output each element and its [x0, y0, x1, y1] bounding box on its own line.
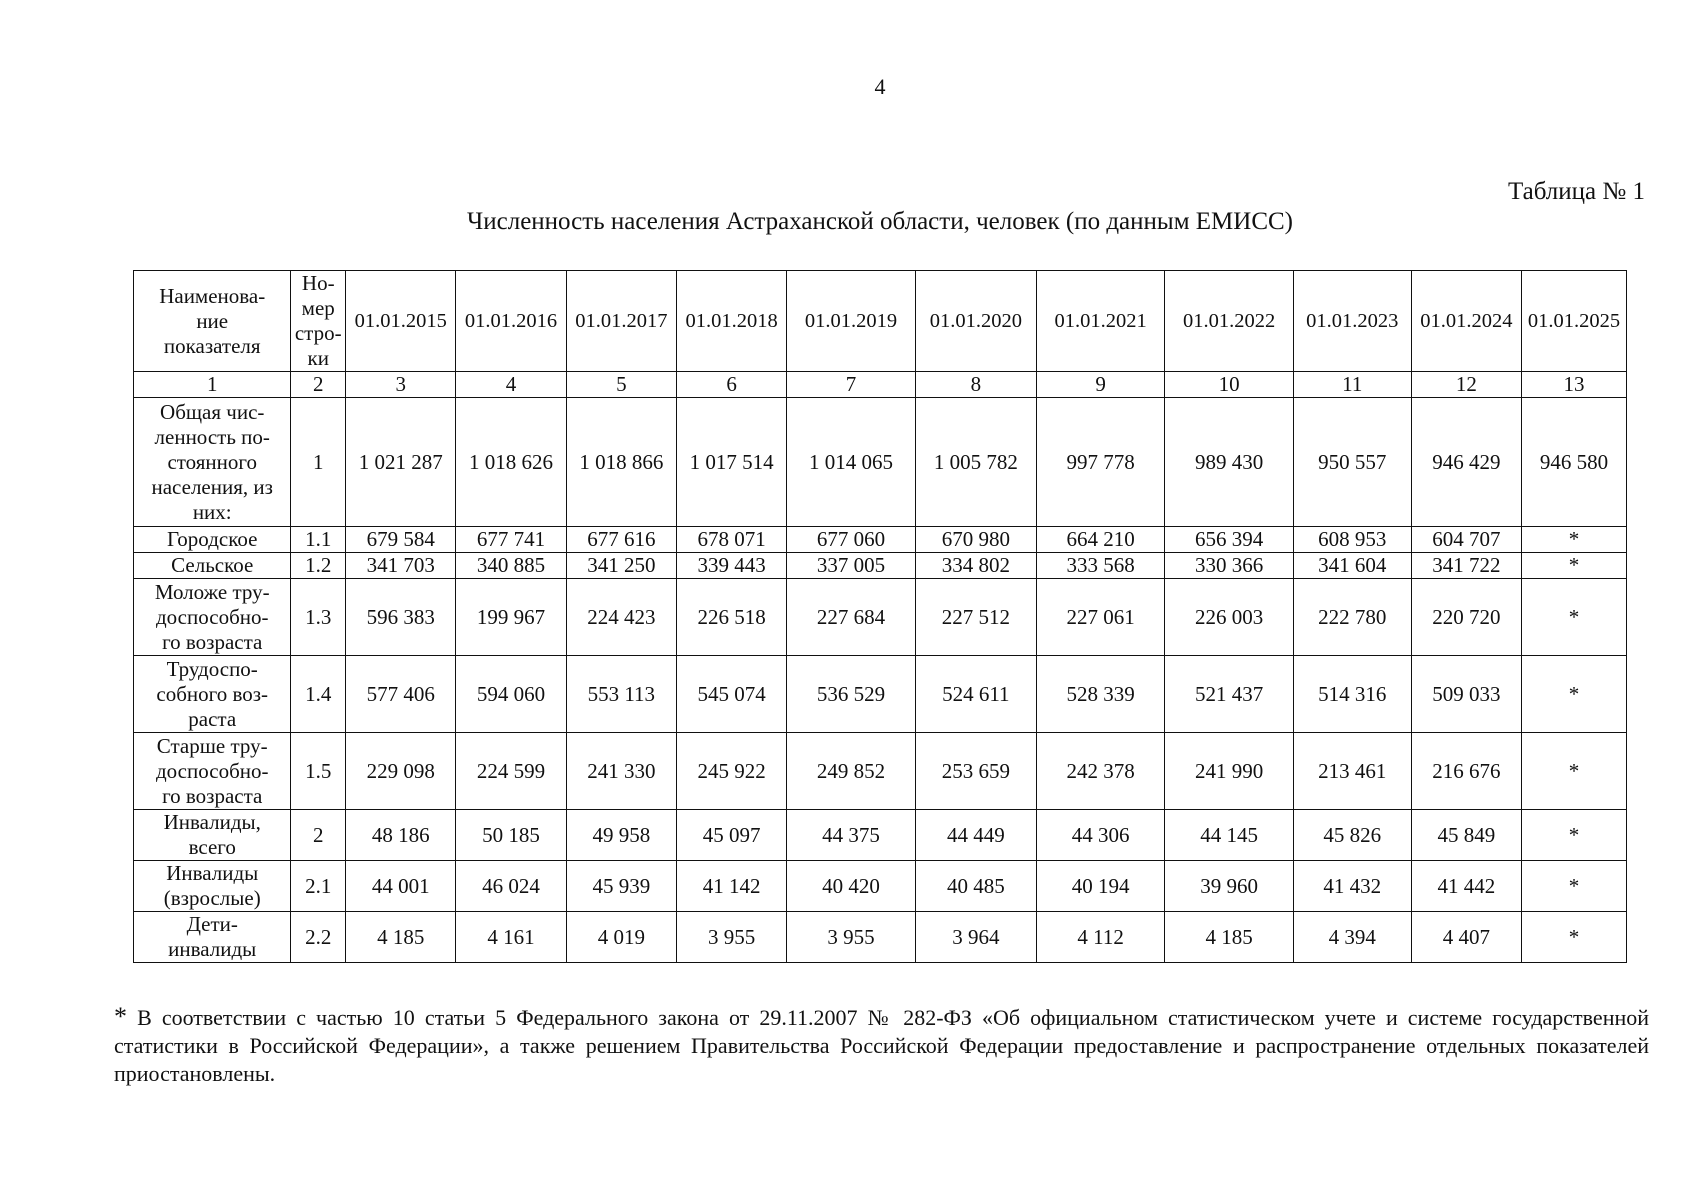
value-cell: 45 826: [1293, 810, 1411, 861]
value-cell: 509 033: [1411, 656, 1521, 733]
header-date: 01.01.2020: [915, 271, 1036, 372]
row-number: 1: [291, 398, 346, 527]
row-number: 2.2: [291, 912, 346, 963]
header-name-col-line: показателя: [163, 333, 261, 358]
column-number: 8: [915, 372, 1036, 398]
value-cell: 216 676: [1411, 733, 1521, 810]
row-number: 1.2: [291, 553, 346, 579]
footnote-text: В соответствии с частью 10 статьи 5 Федерального закона от 29.11.2007 № 282-ФЗ «Об официальном статистическом учете и системе государственной статистики в Российской Федерации», а также решением Правительства Российской Федерации предоставление и распространение отдельных показателей приостановлены.: [114, 1005, 1650, 1086]
table-row: [134, 553, 1627, 579]
value-cell: 253 659: [915, 733, 1036, 810]
column-number: 5: [566, 372, 676, 398]
value-cell: *: [1521, 733, 1626, 810]
header-date: 01.01.2024: [1411, 271, 1521, 372]
value-cell: *: [1521, 579, 1626, 656]
value-cell: 514 316: [1293, 656, 1411, 733]
indicator-name-line: инвалиды: [168, 937, 257, 961]
value-cell: 245 922: [676, 733, 786, 810]
value-cell: 594 060: [456, 656, 566, 733]
row-number: 1.3: [291, 579, 346, 656]
value-cell: 41 442: [1411, 861, 1521, 912]
value-cell: 40 485: [915, 861, 1036, 912]
value-cell: 3 955: [676, 912, 786, 963]
value-cell: 227 684: [787, 579, 916, 656]
header-date: 01.01.2021: [1036, 271, 1165, 372]
indicator-name-line: го возраста: [162, 629, 263, 654]
value-cell: 3 964: [915, 912, 1036, 963]
header-name-col: [134, 271, 291, 372]
indicator-name-line: Старше тру-: [156, 733, 268, 758]
value-cell: 242 378: [1036, 733, 1165, 810]
value-cell: 40 420: [787, 861, 916, 912]
indicator-name-line: доспособно-: [155, 604, 269, 629]
value-cell: 213 461: [1293, 733, 1411, 810]
header-date: 01.01.2015: [346, 271, 456, 372]
value-cell: 997 778: [1036, 398, 1165, 527]
value-cell: 946 429: [1411, 398, 1521, 527]
indicator-name-line: го возраста: [162, 783, 263, 808]
value-cell: 49 958: [566, 810, 676, 861]
table-row: [134, 656, 1627, 733]
value-cell: 608 953: [1293, 527, 1411, 553]
value-cell: 334 802: [915, 553, 1036, 579]
indicator-name-line: Дети-: [186, 912, 238, 936]
column-number: 6: [676, 372, 786, 398]
value-cell: 41 142: [676, 861, 786, 912]
value-cell: 596 383: [346, 579, 456, 656]
value-cell: 333 568: [1036, 553, 1165, 579]
value-cell: 536 529: [787, 656, 916, 733]
indicator-name-line: Моложе тру-: [154, 579, 270, 604]
value-cell: *: [1521, 553, 1626, 579]
column-number: 10: [1165, 372, 1294, 398]
value-cell: 220 720: [1411, 579, 1521, 656]
header-date: 01.01.2017: [566, 271, 676, 372]
value-cell: 670 980: [915, 527, 1036, 553]
value-cell: 44 001: [346, 861, 456, 912]
header-row-number-col-line: стро-: [294, 321, 342, 345]
table-row: [134, 398, 1627, 527]
column-number-row: [134, 372, 1627, 398]
row-number: 1.4: [291, 656, 346, 733]
indicator-name-line: стоянного: [167, 449, 257, 474]
value-cell: 227 512: [915, 579, 1036, 656]
indicator-name-line: них:: [192, 499, 232, 524]
value-cell: 249 852: [787, 733, 916, 810]
indicator-name: [134, 579, 291, 656]
value-cell: 4 185: [1165, 912, 1294, 963]
value-cell: *: [1521, 656, 1626, 733]
value-cell: 44 449: [915, 810, 1036, 861]
value-cell: 39 960: [1165, 861, 1294, 912]
indicator-name-line: Трудоспо-: [166, 656, 258, 681]
value-cell: 48 186: [346, 810, 456, 861]
value-cell: 545 074: [676, 656, 786, 733]
header-date: 01.01.2022: [1165, 271, 1294, 372]
header-name-col-line: Наименова-: [159, 283, 266, 308]
indicator-name: [134, 912, 291, 963]
header-date: 01.01.2023: [1293, 271, 1411, 372]
header-date: 01.01.2025: [1521, 271, 1626, 372]
indicator-name-line: Городское: [167, 527, 258, 551]
footnote: [114, 1003, 1649, 1088]
header-name-col-line: ние: [196, 308, 229, 333]
table-row: [134, 733, 1627, 810]
column-number: 1: [134, 372, 291, 398]
table-body: [134, 271, 1627, 963]
value-cell: 241 990: [1165, 733, 1294, 810]
value-cell: 604 707: [1411, 527, 1521, 553]
value-cell: 950 557: [1293, 398, 1411, 527]
value-cell: 199 967: [456, 579, 566, 656]
value-cell: 1 005 782: [915, 398, 1036, 527]
header-row-number-col-line: ки: [307, 346, 329, 370]
indicator-name-line: всего: [188, 835, 236, 859]
table-title: Численность населения Астраханской области, человек (по данным ЕМИСС): [467, 208, 1293, 235]
indicator-name: [134, 398, 291, 527]
value-cell: 524 611: [915, 656, 1036, 733]
row-number: 2.1: [291, 861, 346, 912]
indicator-name: [134, 733, 291, 810]
value-cell: 4 019: [566, 912, 676, 963]
value-cell: 341 703: [346, 553, 456, 579]
column-number: 3: [346, 372, 456, 398]
value-cell: 677 060: [787, 527, 916, 553]
column-number: 4: [456, 372, 566, 398]
value-cell: 989 430: [1165, 398, 1294, 527]
footnote-mark: *: [114, 1002, 127, 1031]
row-number: 1.1: [291, 527, 346, 553]
header-row-number-col-line: Но-: [301, 271, 335, 295]
table-row: [134, 527, 1627, 553]
value-cell: 1 017 514: [676, 398, 786, 527]
value-cell: 341 250: [566, 553, 676, 579]
value-cell: 337 005: [787, 553, 916, 579]
indicator-name: [134, 861, 291, 912]
value-cell: 4 185: [346, 912, 456, 963]
value-cell: 44 145: [1165, 810, 1294, 861]
row-number: 1.5: [291, 733, 346, 810]
indicator-name-line: собного воз-: [156, 681, 269, 706]
column-number: 2: [291, 372, 346, 398]
value-cell: 4 407: [1411, 912, 1521, 963]
value-cell: 46 024: [456, 861, 566, 912]
table-row: [134, 579, 1627, 656]
column-number: 13: [1521, 372, 1626, 398]
header-date: 01.01.2019: [787, 271, 916, 372]
value-cell: 4 161: [456, 912, 566, 963]
value-cell: 656 394: [1165, 527, 1294, 553]
column-number: 7: [787, 372, 916, 398]
value-cell: 227 061: [1036, 579, 1165, 656]
value-cell: 1 014 065: [787, 398, 916, 527]
indicator-name: [134, 656, 291, 733]
column-number: 11: [1293, 372, 1411, 398]
value-cell: 677 741: [456, 527, 566, 553]
value-cell: 946 580: [1521, 398, 1626, 527]
value-cell: 45 097: [676, 810, 786, 861]
value-cell: 677 616: [566, 527, 676, 553]
header-row-number-col: [291, 271, 346, 372]
table-row: [134, 912, 1627, 963]
value-cell: 226 518: [676, 579, 786, 656]
value-cell: *: [1521, 527, 1626, 553]
value-cell: *: [1521, 912, 1626, 963]
value-cell: 4 112: [1036, 912, 1165, 963]
indicator-name: [134, 553, 291, 579]
page-number: 4: [874, 74, 886, 99]
value-cell: 44 306: [1036, 810, 1165, 861]
indicator-name: [134, 810, 291, 861]
value-cell: 44 375: [787, 810, 916, 861]
value-cell: *: [1521, 861, 1626, 912]
value-cell: 528 339: [1036, 656, 1165, 733]
header-row: [134, 271, 1627, 372]
value-cell: 40 194: [1036, 861, 1165, 912]
value-cell: 679 584: [346, 527, 456, 553]
column-number: 9: [1036, 372, 1165, 398]
value-cell: 45 939: [566, 861, 676, 912]
value-cell: 4 394: [1293, 912, 1411, 963]
value-cell: 577 406: [346, 656, 456, 733]
indicator-name-line: (взрослые): [163, 886, 261, 910]
header-row-number-col-line: мер: [301, 296, 335, 320]
value-cell: 1 018 626: [456, 398, 566, 527]
indicator-name-line: раста: [188, 706, 237, 731]
indicator-name-line: Инвалиды: [166, 861, 259, 885]
row-number: 2: [291, 810, 346, 861]
indicator-name-line: населения, из: [151, 474, 273, 499]
value-cell: 341 722: [1411, 553, 1521, 579]
value-cell: 1 018 866: [566, 398, 676, 527]
value-cell: 340 885: [456, 553, 566, 579]
value-cell: 553 113: [566, 656, 676, 733]
value-cell: 41 432: [1293, 861, 1411, 912]
value-cell: 222 780: [1293, 579, 1411, 656]
header-date: 01.01.2018: [676, 271, 786, 372]
value-cell: 3 955: [787, 912, 916, 963]
value-cell: 341 604: [1293, 553, 1411, 579]
value-cell: 521 437: [1165, 656, 1294, 733]
value-cell: 664 210: [1036, 527, 1165, 553]
indicator-name-line: Общая чис-: [160, 399, 265, 424]
value-cell: 45 849: [1411, 810, 1521, 861]
table-row: [134, 861, 1627, 912]
table-label: Таблица № 1: [1507, 178, 1645, 205]
header-date: 01.01.2016: [456, 271, 566, 372]
value-cell: 678 071: [676, 527, 786, 553]
value-cell: 224 423: [566, 579, 676, 656]
indicator-name-line: Инвалиды,: [163, 810, 261, 834]
value-cell: *: [1521, 810, 1626, 861]
population-table: [133, 270, 1627, 963]
value-cell: 50 185: [456, 810, 566, 861]
table-row: [134, 810, 1627, 861]
value-cell: 224 599: [456, 733, 566, 810]
value-cell: 339 443: [676, 553, 786, 579]
indicator-name-line: доспособно-: [155, 758, 269, 783]
value-cell: 330 366: [1165, 553, 1294, 579]
value-cell: 226 003: [1165, 579, 1294, 656]
value-cell: 1 021 287: [346, 398, 456, 527]
column-number: 12: [1411, 372, 1521, 398]
value-cell: 241 330: [566, 733, 676, 810]
value-cell: 229 098: [346, 733, 456, 810]
indicator-name: [134, 527, 291, 553]
indicator-name-line: Сельское: [171, 553, 254, 577]
indicator-name-line: ленность по-: [154, 424, 270, 449]
